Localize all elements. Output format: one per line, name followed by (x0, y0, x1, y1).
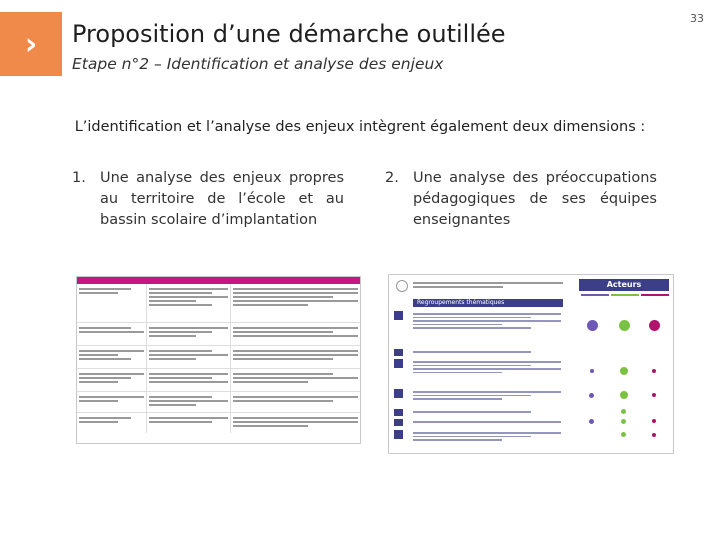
table-row (77, 369, 360, 392)
page-number: 33 (690, 12, 704, 25)
list-item-number: 1. (72, 170, 86, 186)
actors-header: Acteurs (579, 279, 669, 291)
table-row (77, 284, 360, 323)
matrix-row (391, 407, 669, 417)
list-item-1 (72, 168, 344, 231)
table-row (77, 392, 360, 413)
table-row (77, 323, 360, 346)
table-row (77, 346, 360, 369)
list-item-text: Une analyse des enjeux propres au territoire de l’école et au bassin scolaire d’implantation (100, 170, 344, 228)
slide-subtitle: Etape n°2 – Identification et analyse des enjeux (72, 55, 444, 73)
intro-text: L’identification et l’analyse des enjeux intègrent également deux dimensions : (74, 119, 646, 135)
territory-analysis-table-thumbnail (76, 276, 361, 444)
matrix-row (391, 357, 669, 387)
pedagogical-concerns-matrix-thumbnail (388, 274, 674, 454)
section-marker (0, 12, 62, 76)
list-item-text: Une analyse des préoccupations pédagogiques de ses équipes enseignantes (413, 170, 657, 228)
slide-title: Proposition d’une démarche outillée (72, 20, 506, 48)
table-row (77, 413, 360, 433)
list-item-number: 2. (385, 170, 399, 186)
matrix-row (391, 387, 669, 407)
table-header-bar (77, 277, 360, 284)
matrix-row (391, 309, 669, 347)
matrix-row (391, 428, 669, 448)
chevron-right-icon: › (24, 26, 38, 62)
list-item-2 (385, 168, 657, 231)
matrix-row (391, 417, 669, 427)
circle-icon (396, 280, 408, 292)
regroup-header: Regroupements thématiques (413, 299, 563, 307)
matrix-row (391, 347, 669, 357)
